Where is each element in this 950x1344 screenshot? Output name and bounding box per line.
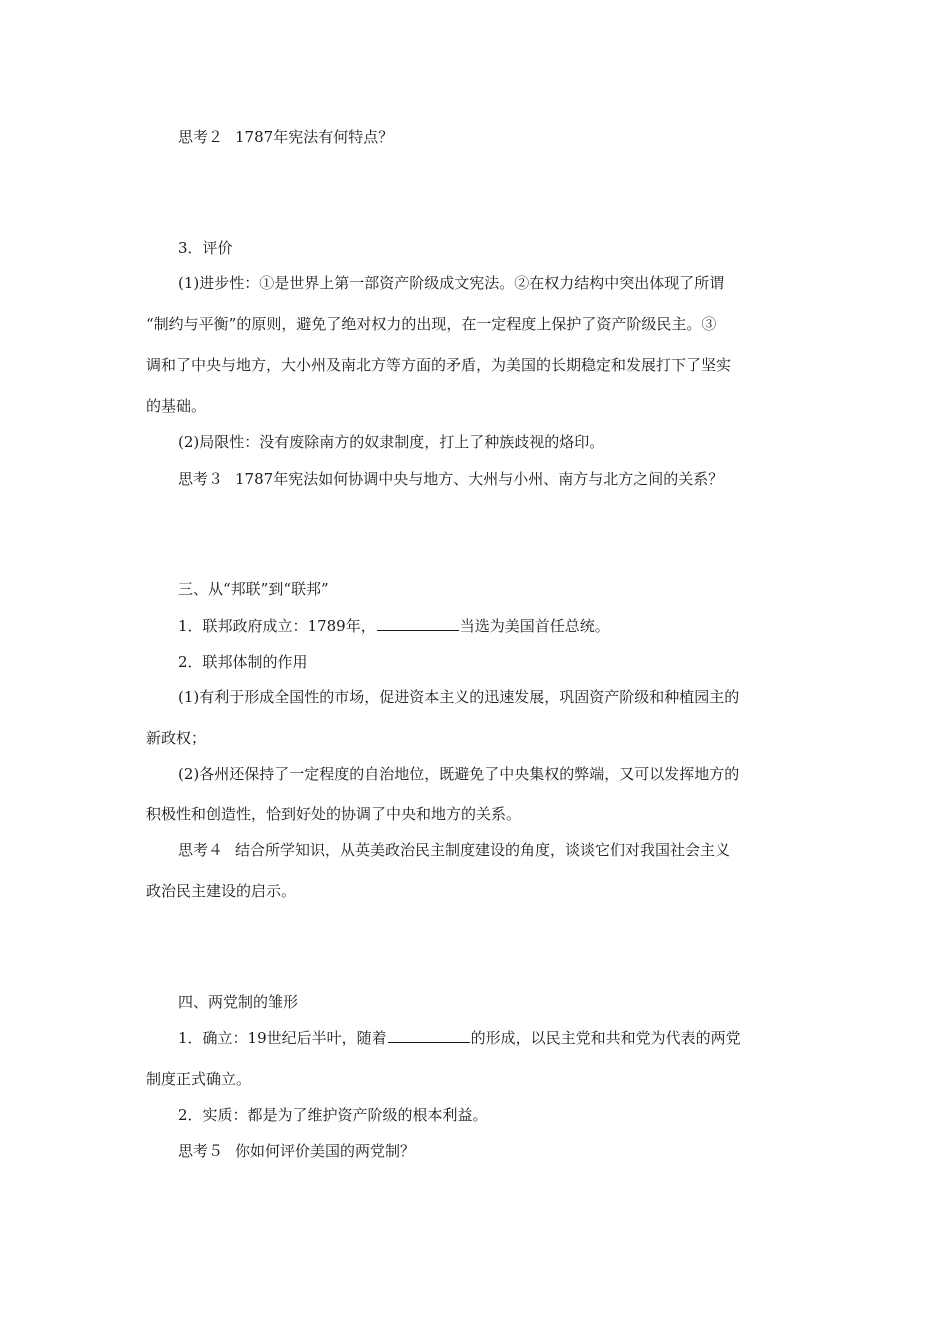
- eval-progress-line2: “制约与平衡”的原则，避免了绝对权力的出现，在一定程度上保护了资产阶级民主。③: [146, 315, 717, 333]
- think5-text: 你如何评价美国的两党制？: [235, 1142, 416, 1160]
- section3-p2-line2: 积极性和创造性，恰到好处的协调了中央和地方的关系。: [146, 805, 522, 823]
- section4-item1-line2: 制度正式确立。: [146, 1070, 252, 1088]
- think4-text-line1: 结合所学知识，从英美政治民主制度建设的角度，谈谈它们对我国社会主义: [235, 841, 731, 859]
- section4-item1: [178, 1028, 741, 1048]
- eval-progress-line3: 调和了中央与地方，大小州及南北方等方面的矛盾，为美国的长期稳定和发展打下了坚实: [146, 356, 732, 374]
- eval-heading: 3．评价: [178, 239, 233, 257]
- eval-progress-line1: (1)进步性：①是世界上第一部资产阶级成文宪法。②在权力结构中突出体现了所谓: [178, 274, 725, 292]
- think3-label: 思考３: [178, 470, 224, 488]
- section4-item1-pre: 1．确立：19世纪后半叶，随着: [178, 1029, 387, 1047]
- think4-text-line2: 政治民主建设的启示。: [146, 882, 297, 900]
- section3-item1: [178, 616, 610, 636]
- eval-limitation: (2)局限性：没有废除南方的奴隶制度，打上了种族歧视的烙印。: [178, 433, 605, 451]
- think2-text: 1787年宪法有何特点？: [235, 128, 394, 146]
- section3-item1-pre: 1．联邦政府成立：1789年，: [178, 617, 376, 635]
- section4-item2: 2．实质：都是为了维护资产阶级的根本利益。: [178, 1106, 488, 1124]
- section3-item2: 2．联邦体制的作用: [178, 653, 308, 671]
- section3-p2-line1: (2)各州还保持了一定程度的自治地位，既避免了中央集权的弊端，又可以发挥地方的: [178, 765, 740, 783]
- think2-question: [178, 127, 393, 147]
- think2-label: 思考２: [178, 128, 224, 146]
- section3-p1-line1: (1)有利于形成全国性的市场，促进资本主义的迅速发展，巩固资产阶级和种植园主的: [178, 688, 740, 706]
- fill-in-blank[interactable]: [388, 1028, 470, 1043]
- section4-item1-post: 的形成，以民主党和共和党为代表的两党: [470, 1029, 741, 1047]
- fill-in-blank[interactable]: [377, 616, 459, 631]
- think4-label: 思考４: [178, 841, 224, 859]
- think4-question: [178, 840, 730, 860]
- think3-text: 1787年宪法如何协调中央与地方、大州与小州、南方与北方之间的关系？: [235, 470, 724, 488]
- think5-question: [178, 1141, 415, 1161]
- section3-item1-post: 当选为美国首任总统。: [459, 617, 610, 635]
- eval-progress-line4: 的基础。: [146, 397, 207, 415]
- section3-p1-line2: 新政权；: [146, 729, 207, 747]
- section4-heading: 四、两党制的雏形: [178, 993, 299, 1011]
- think5-label: 思考５: [178, 1142, 224, 1160]
- section3-heading: 三、从“邦联”到“联邦”: [178, 580, 329, 598]
- think3-question: [178, 469, 723, 489]
